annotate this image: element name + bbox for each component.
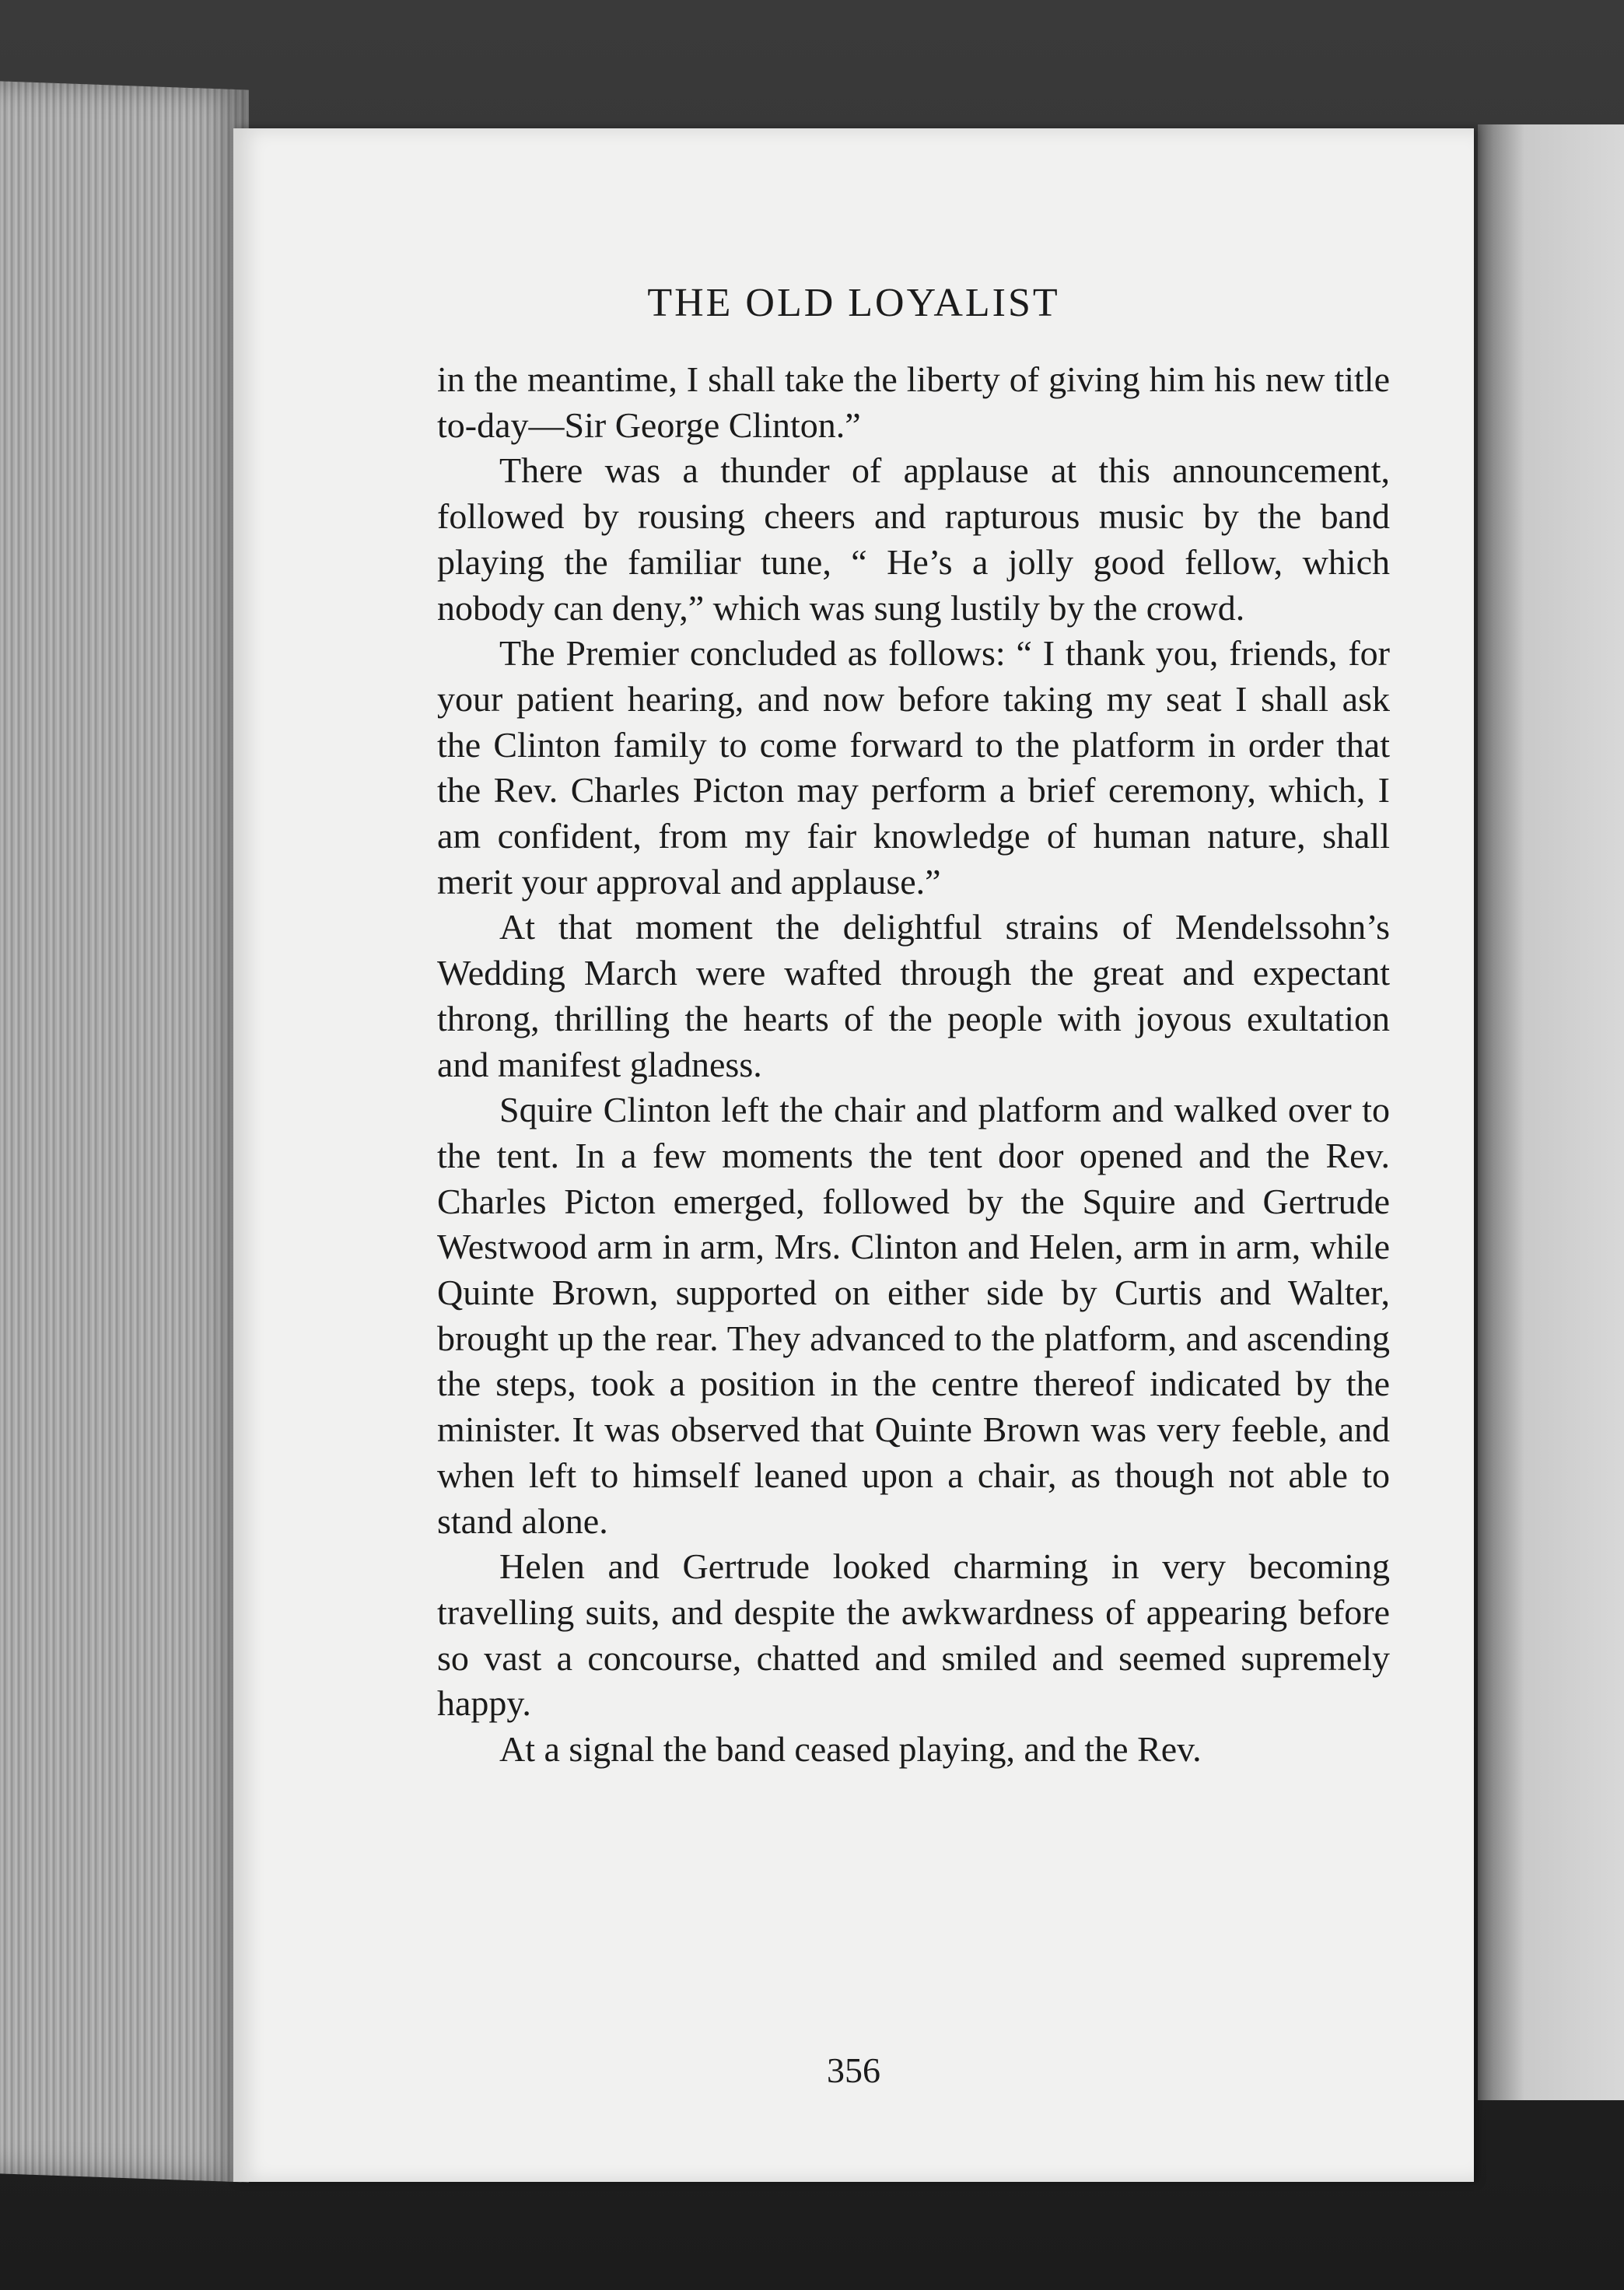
facing-page bbox=[1478, 124, 1624, 2100]
body-text bbox=[437, 357, 1390, 1773]
paragraph-7: At a signal the band ceased playing, and the Rev. bbox=[499, 1729, 1202, 1770]
paragraph-5: Squire Clinton left the chair and platform and walked over to the tent. In a few moments the tent door opened and the Rev. Charles Picton emerged, followed by the Squire and Gertrude Westwood arm in arm, Mrs. Clinton and Helen, arm in arm, while Quinte Brown, supported on either side by Curtis and Walter, brought up the rear. They advanced to the platform, and ascending the steps, took a position in the centre thereof indicated by the minister. It was observed that Quinte Brown was very feeble, and when left to himself leaned upon a chair, as though not able to stand alone. bbox=[437, 1090, 1390, 1541]
paragraph-4: At that moment the delightful strains of Mendelssohn’s Wedding March were wafted through the great and expectant throng, thrilling the hearts of the people with joyous exultation and manifest gladness. bbox=[437, 907, 1390, 1084]
paragraph-3: The Premier concluded as follows: “ I thank you, friends, for your patient hearing, and now before taking my seat I shall ask the Clinton family to come forward to the platform in order that the Rev. Charles Picton may perform a brief ceremony, which, I am confident, from my fair knowledge of human nature, shall merit your approval and applause.” bbox=[437, 633, 1390, 902]
book-page-edges bbox=[0, 81, 249, 2182]
paragraph-2: There was a thunder of applause at this announcement, followed by rousing cheers and rapturous music by the band playing the familiar tune, “ He’s a jolly good fellow, which nobody can deny,” which was sung lustily by the crowd. bbox=[437, 450, 1390, 628]
paragraph-1: in the meantime, I shall take the liberty of giving him his new title to-day—Sir George Clinton.” bbox=[437, 359, 1390, 445]
paragraph-6: Helen and Gertrude looked charming in very becoming travelling suits, and despite the awkwardness of appearing before so vast a concourse, chatted and smiled and seemed supremely happy. bbox=[437, 1546, 1390, 1724]
book-page bbox=[233, 128, 1474, 2182]
running-head: THE OLD LOYALIST bbox=[647, 281, 1060, 325]
page-number: 356 bbox=[827, 2050, 880, 2090]
